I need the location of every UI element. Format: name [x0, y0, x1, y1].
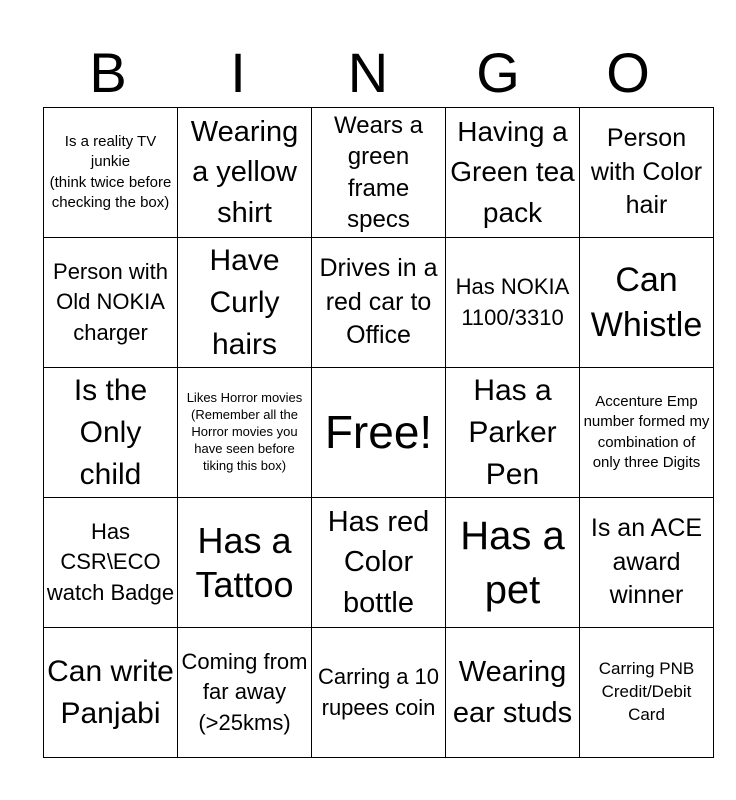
- bingo-cell[interactable]: Has a Parker Pen: [446, 368, 580, 498]
- bingo-cell[interactable]: Drives in a red car to Office: [312, 238, 446, 368]
- bingo-cell[interactable]: Has a Tattoo: [178, 498, 312, 628]
- bingo-cell[interactable]: Accenture Emp number formed my combination of only three Digits: [580, 368, 714, 498]
- board-row: [44, 628, 714, 758]
- bingo-cell[interactable]: Can Whistle: [580, 238, 714, 368]
- header-letter-o: O: [606, 41, 650, 104]
- bingo-cell[interactable]: Is an ACE award winner: [580, 498, 714, 628]
- bingo-cell[interactable]: Is a reality TV junkie (think twice before checking the box): [44, 108, 178, 238]
- bingo-board: [43, 107, 714, 758]
- header-letter-g: G: [476, 41, 520, 104]
- board-row: [44, 238, 714, 368]
- bingo-cell[interactable]: Likes Horror movies (Remember all the Horror movies you have seen before tiking this box): [178, 368, 312, 498]
- bingo-cell[interactable]: Wears a green frame specs: [312, 108, 446, 238]
- bingo-header: [43, 42, 693, 104]
- header-letter-i: I: [230, 41, 246, 104]
- bingo-cell[interactable]: Person with Old NOKIA charger: [44, 238, 178, 368]
- bingo-cell[interactable]: Carring PNB Credit/Debit Card: [580, 628, 714, 758]
- board-row: [44, 498, 714, 628]
- bingo-cell[interactable]: Wearing ear studs: [446, 628, 580, 758]
- bingo-cell[interactable]: Has NOKIA 1100/3310: [446, 238, 580, 368]
- board-row: [44, 368, 714, 498]
- bingo-cell[interactable]: Has CSR\ECO watch Badge: [44, 498, 178, 628]
- board-row: [44, 108, 714, 238]
- bingo-cell[interactable]: Can write Panjabi: [44, 628, 178, 758]
- header-letter-n: N: [347, 41, 389, 104]
- free-space-cell[interactable]: Free!: [312, 368, 446, 498]
- bingo-cell[interactable]: Has a pet: [446, 498, 580, 628]
- bingo-cell[interactable]: Carring a 10 rupees coin: [312, 628, 446, 758]
- bingo-cell[interactable]: Have Curly hairs: [178, 238, 312, 368]
- bingo-cell[interactable]: Coming from far away (>25kms): [178, 628, 312, 758]
- bingo-cell[interactable]: Is the Only child: [44, 368, 178, 498]
- bingo-cell[interactable]: Having a Green tea pack: [446, 108, 580, 238]
- bingo-cell[interactable]: Person with Color hair: [580, 108, 714, 238]
- bingo-cell[interactable]: Has red Color bottle: [312, 498, 446, 628]
- header-letter-b: B: [89, 41, 127, 104]
- bingo-cell[interactable]: Wearing a yellow shirt: [178, 108, 312, 238]
